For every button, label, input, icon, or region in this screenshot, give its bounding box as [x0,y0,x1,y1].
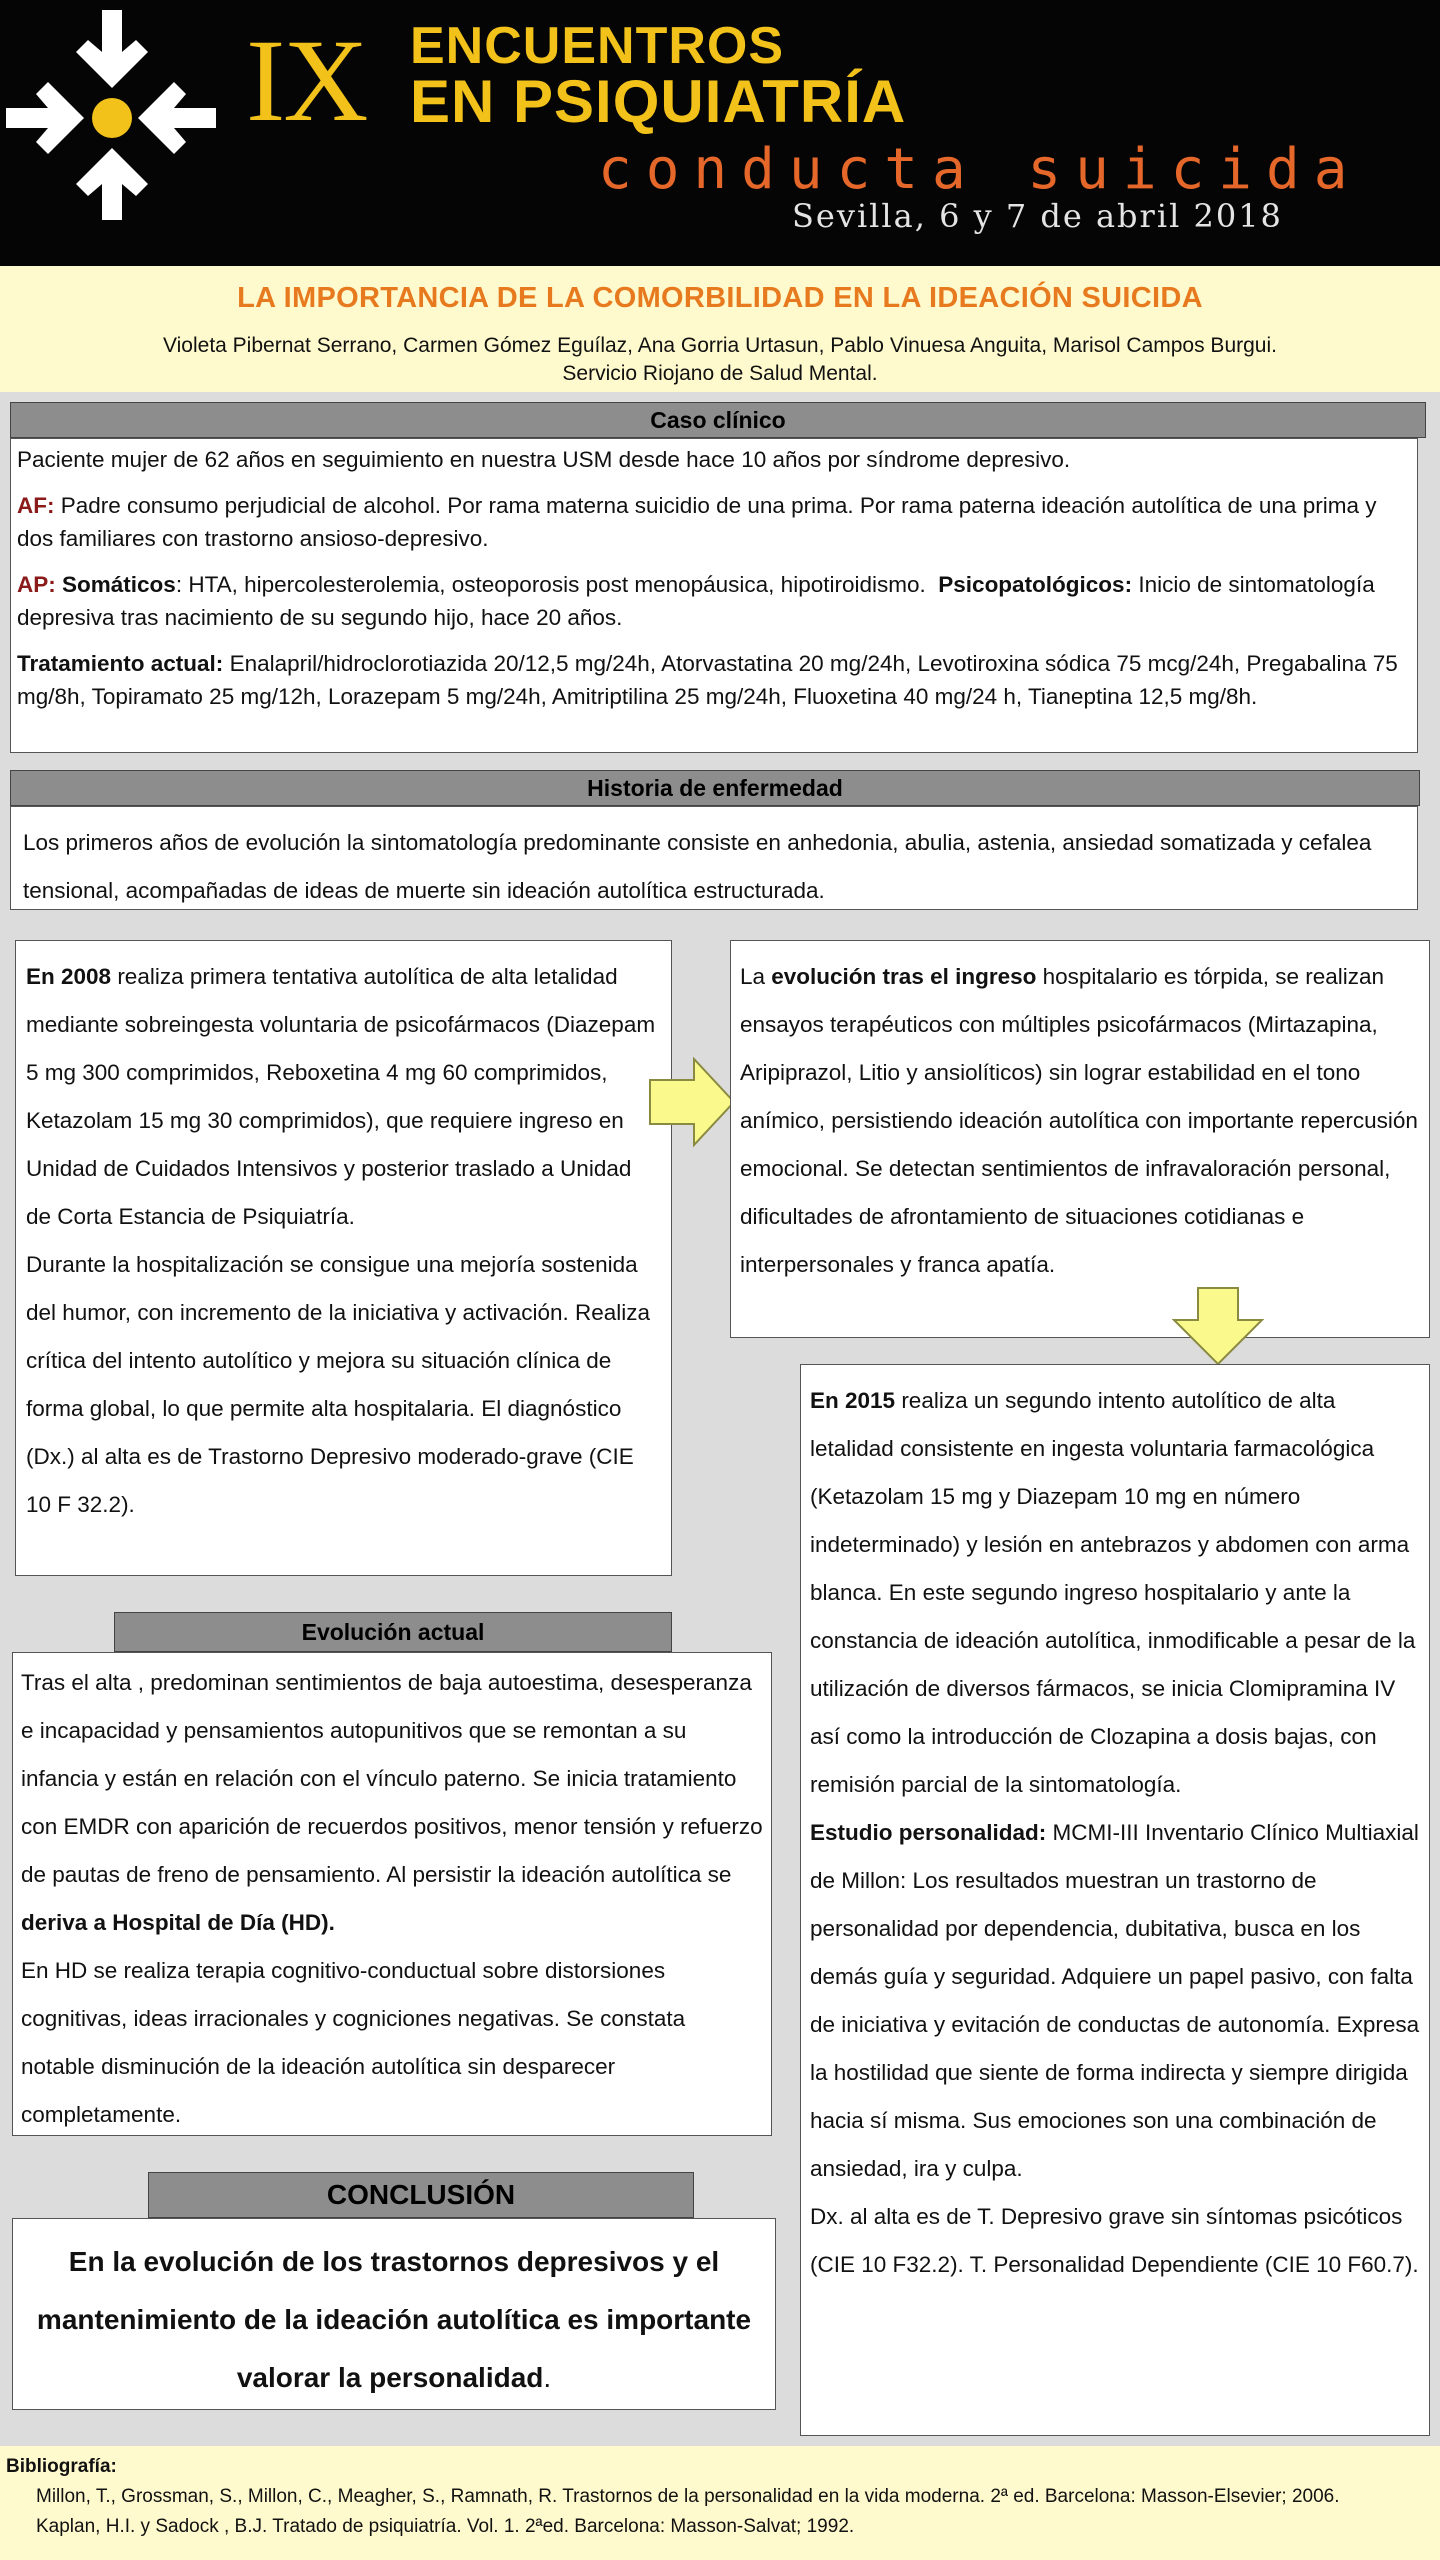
intento-2015-desc: realiza un segundo intento autolítico de alta letalidad consistente en ingesta voluntaria farmacológica (Ketazolam 15 mg y Diazepam 10 mg en número indeterminado) y lesión en antebrazos y abdomen con arma blanca. En este segundo ingreso hospitalario y ante la constancia de ideación autolítica, inmodificable a pesar de la utilización de diversos fármacos, se inicia Clomipramina IV así como la introducción de Clozapina a dosis bajas, con remisión parcial de la sintomatología. [810,1388,1416,1797]
bibliografia-title: Bibliografía: [6,2456,117,2477]
historia-header: Historia de enfermedad [10,770,1420,806]
estudio-personalidad-text: MCMI-III Inventario Clínico Multiaxial de Millon: Los resultados muestran un trastorno de personalidad por dependencia, dubitativa, busca en los demás guía y seguridad. Adquiere un papel pasivo, con falta de iniciativa y evitación de conductas de autonomía. Expresa la hostilidad que siente de forma indirecta y siempre dirigida hacia sí misma. Sus emociones son una combinación de ansiedad, ira y culpa. [810,1820,1420,2181]
ap-somaticos-label: Somáticos [62,572,176,597]
caso-intro: Paciente mujer de 62 años en seguimiento en nuestra USM desde hace 10 años por síndrome depresivo. [17,447,1071,472]
affiliation: Servicio Riojano de Salud Mental. [562,362,878,385]
af-text: Padre consumo perjudicial de alcohol. Por rama materna suicidio de una prima. Por rama paterna ideación autolítica de una prima y dos familiares con trastorno ansioso-depresivo. [17,493,1377,551]
intento-2015-text [810,1377,1420,1809]
congress-title-line1: ENCUENTROS [410,17,785,75]
poster-header [0,0,1440,266]
evolucion-ingreso-box [730,940,1430,1338]
right-arrow-icon [648,1057,736,1147]
tratamiento-label: Tratamiento actual: [17,651,224,676]
intento-2008-text [26,953,661,1241]
caso-tratamiento [17,647,1411,713]
poster-title: LA IMPORTANCIA DE LA COMORBILIDAD EN LA IDEACIÓN SUICIDA [237,282,1203,314]
conclusion-end: . [543,2362,552,2393]
evolucion-actual-text [21,1659,763,1947]
evolucion-hd-text: En HD se realiza terapia cognitivo-conductual sobre distorsiones cognitivas, ideas irracionales y cogniciones negativas. Se constata notable disminución de la ideación autolítica sin desparecer completamente. [21,1958,686,2127]
conclusion-box [12,2218,776,2410]
caso-ap [17,568,1411,634]
af-label: AF: [17,493,55,518]
evolucion-ingreso-pre: La [740,964,772,989]
evolucion-actual-header: Evolución actual [114,1612,672,1652]
historia-text: Los primeros años de evolución la sintomatología predominante consiste en anhedonia, abulia, astenia, ansiedad somatizada y cefalea tensional, acompañadas de ideas de muerte sin ideación autolítica estructurada. [23,830,1372,903]
hospitalizacion-2008-text: Durante la hospitalización se consigue una mejoría sostenida del humor, con incremento de la iniciativa y activación. Realiza crítica del intento autolítico y mejora su situación clínica de forma global, lo que permite alta hospitalaria. El diagnóstico (Dx.) al alta es de Trastorno Depresivo moderado-grave (CIE 10 F 32.2). [26,1252,651,1517]
congress-title-line2: EN PSIQUIATRÍA [410,68,907,135]
intento-2008-desc: realiza primera tentativa autolítica de alta letalidad mediante sobreingesta voluntaria de psicofármacos (Diazepam 5 mg 300 comprimidos, Reboxetina 4 mg 60 comprimidos, Ketazolam 15 mg 30 comprimidos), que requiere ingreso en Unidad de Cuidados Intensivos y posterior traslado a Unidad de Corta Estancia de Psiquiatría. [26,964,656,1229]
evolucion-ingreso-desc: hospitalario es tórpida, se realizan ensayos terapéuticos con múltiples psicofármacos (Mirtazapina, Aripiprazol, Litio y ansiolíticos) sin lograr estabilidad en el tono anímico, persistiendo ideación autolítica con importante repercusión emocional. Se detectan sentimientos de infravaloración personal, dificultades de afrontamiento de situaciones cotidianas e interpersonales y franca apatía. [740,964,1418,1277]
historia-box [10,806,1418,910]
evolucion-actual-desc: Tras el alta , predominan sentimientos de baja autoestima, desesperanza e incapacidad y pensamientos autopunitivos que se remontan a su infancia y están en relación con el vínculo paterno. Se inicia tratamiento con EMDR con aparición de recuerdos positivos, menor tensión y refuerzo de pautas de freno de pensamiento. Al persistir la ideación autolítica se [21,1670,763,1887]
estudio-personalidad [810,1809,1420,2193]
evolucion-ingreso-text [740,953,1420,1289]
ap-psico-label: Psicopatológicos: [938,572,1133,597]
congress-theme: conducta suicida [598,137,1362,202]
evolucion-actual-box [12,1652,772,2136]
caso-af [17,489,1411,555]
authors: Violeta Pibernat Serrano, Carmen Gómez Eguílaz, Ana Gorria Urtasun, Pablo Vinuesa Anguita, Marisol Campos Burgui. [163,334,1277,357]
year-2015: En 2015 [810,1388,896,1413]
intento-2015-box [800,1364,1430,2436]
bibliografia [0,2446,1440,2560]
deriva-hd-bold: deriva a Hospital de Día (HD). [21,1910,335,1935]
title-band [0,266,1440,392]
caso-clinico-box [10,438,1418,753]
ap-somaticos-text: : HTA, hipercolesterolemia, osteoporosis post menopáusica, hipotiroidismo. [175,572,926,597]
down-arrow-icon [1172,1286,1264,1366]
dx-2015: Dx. al alta es de T. Depresivo grave sin síntomas psicóticos (CIE 10 F32.2). T. Personalidad Dependiente (CIE 10 F60.7). [810,2204,1419,2277]
conclusion-bold: En la evolución de los trastornos depresivos y el mantenimiento de la ideación autolítica es importante valorar la personalidad [36,2246,752,2393]
congress-logo-icon [6,10,216,220]
tratamiento-text: Enalapril/hidroclorotiazida 20/12,5 mg/24h, Atorvastatina 20 mg/24h, Levotiroxina sódica 75 mcg/24h, Pregabalina 75 mg/8h, Topiramato 25 mg/12h, Lorazepam 5 mg/24h, Amitriptilina 25 mg/24h, Fluoxetina 40 mg/24 h, Tianeptina 12,5 mg/8h. [17,651,1398,709]
conclusion-header: CONCLUSIÓN [148,2172,694,2218]
evolucion-ingreso-bold: evolución tras el ingreso [771,964,1037,989]
conclusion-text [33,2233,755,2407]
ap-psico-text: Inicio de sintomatología depresiva tras nacimiento de su segundo hijo, hace 20 años. [17,572,1375,630]
year-2008: En 2008 [26,964,112,989]
estudio-personalidad-label: Estudio personalidad: [810,1820,1047,1845]
congress-edition: IX [246,15,367,146]
caso-clinico-header: Caso clínico [10,402,1426,438]
intento-2008-box [15,940,672,1576]
bibliografia-ref-1: Millon, T., Grossman, S., Millon, C., Meagher, S., Ramnath, R. Trastornos de la personalidad en la vida moderna. 2ª ed. Barcelona: Masson-Elsevier; 2006. [36,2486,1340,2507]
congress-place-date: Sevilla, 6 y 7 de abril 2018 [792,197,1283,235]
bibliografia-ref-2: Kaplan, H.I. y Sadock , B.J. Tratado de psiquiatría. Vol. 1. 2ªed. Barcelona: Masson-Salvat; 1992. [36,2516,855,2537]
ap-label: AP: [17,572,56,597]
